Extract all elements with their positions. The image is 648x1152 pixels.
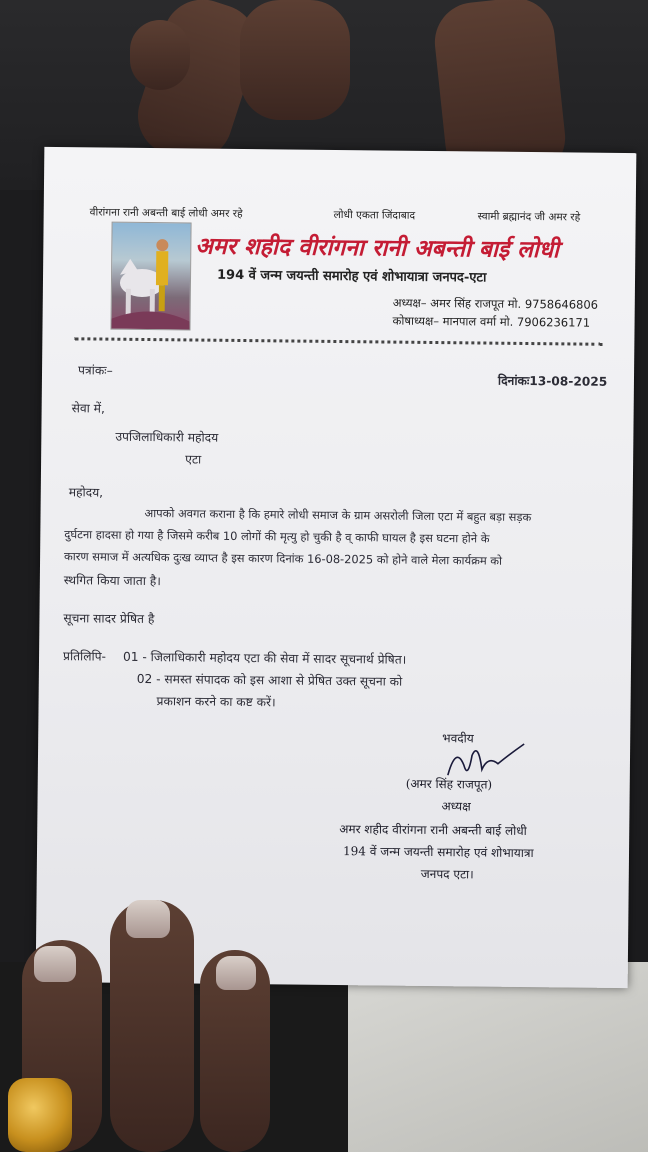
slogan-right: स्वामी ब्रह्मानंद जी अमर रहे (477, 210, 581, 224)
gold-ring (8, 1078, 72, 1152)
event-subtitle: 194 वें जन्म जयन्ती समारोह एवं शोभायात्रा जनपद-एटा (216, 267, 487, 286)
signatory-name: (अमर सिंह राजपूत) (405, 776, 493, 792)
top-finger-4 (130, 20, 190, 90)
copy-item-3: प्रकाशन करने का कष्ट करें। (156, 694, 276, 710)
signatory-designation: अध्यक्ष (441, 799, 471, 814)
rani-avantibai-portrait-image (110, 222, 191, 331)
closing-text: भवदीय (442, 731, 474, 746)
notice-line: सूचना सादर प्रेषित है (63, 611, 155, 627)
cloth-background (348, 962, 648, 1152)
org-title: अमर शहीद वीरांगना रानी अबन्ती बाई लोधी (195, 232, 560, 264)
copy-item-1: 01 - जिलाधिकारी महोदय एटा की सेवा में सादर सूचनार्थ प्रेषित। (122, 649, 407, 667)
top-finger-2 (240, 0, 350, 120)
recipient-title: उपजिलाधिकारी महोदय (115, 429, 219, 445)
president-contact: अध्यक्ष– अमर सिंह राजपूत मो. 9758646806 (392, 295, 599, 312)
body-line-1: आपको अवगत कराना है कि हमारे लोधी समाज के ग्राम असरोली जिला एटा में बहुत बड़ा सड़क (144, 505, 532, 525)
letter-date: दिनांकः13-08-2025 (497, 373, 608, 389)
salutation: महोदय, (68, 485, 104, 500)
letter-paper (36, 147, 637, 988)
ref-number-label: पत्रांकः– (77, 363, 113, 378)
bottom-fingernail-3 (216, 956, 256, 990)
to-line: सेवा में, (71, 401, 105, 416)
org-line-3: जनपद एटा। (420, 866, 474, 882)
copy-item-2: 02 - समस्त संपादक को इस आशा से प्रेषित उक्त सूचना को (136, 671, 403, 689)
dotted-divider (74, 337, 602, 346)
org-line-1: अमर शहीद वीरांगना रानी अबन्ती बाई लोधी (339, 822, 527, 839)
slogan-left: वीरांगना रानी अबन्ती बाई लोधी अमर रहे (89, 206, 243, 221)
org-line-2: 194 वें जन्म जयन्ती समारोह एवं शोभायात्रा (342, 844, 534, 861)
body-line-2: दुर्घटना हादसा हो गया है जिसमे करीब 10 लोगों की मृत्यु हो चुकी है व् काफी घायल है इस घटना होने के (64, 527, 490, 546)
body-line-3: कारण समाज में अत्यधिक दुःख व्याप्त है इस कारण दिनांक 16-08-2025 को होने वाले मेला कार्यक्रम को (64, 549, 503, 568)
bottom-fingernail-1 (34, 946, 76, 982)
recipient-city: एटा (185, 452, 202, 467)
slogan-center: लोधी एकता जिंदाबाद (333, 208, 416, 222)
treasurer-contact: कोषाध्यक्ष– मानपाल वर्मा मो. 7906236171 (392, 313, 591, 330)
body-line-4: स्थगित किया जाता है। (63, 573, 161, 589)
copy-label: प्रतिलिपि- (62, 649, 107, 664)
bottom-fingernail-2 (126, 900, 170, 938)
